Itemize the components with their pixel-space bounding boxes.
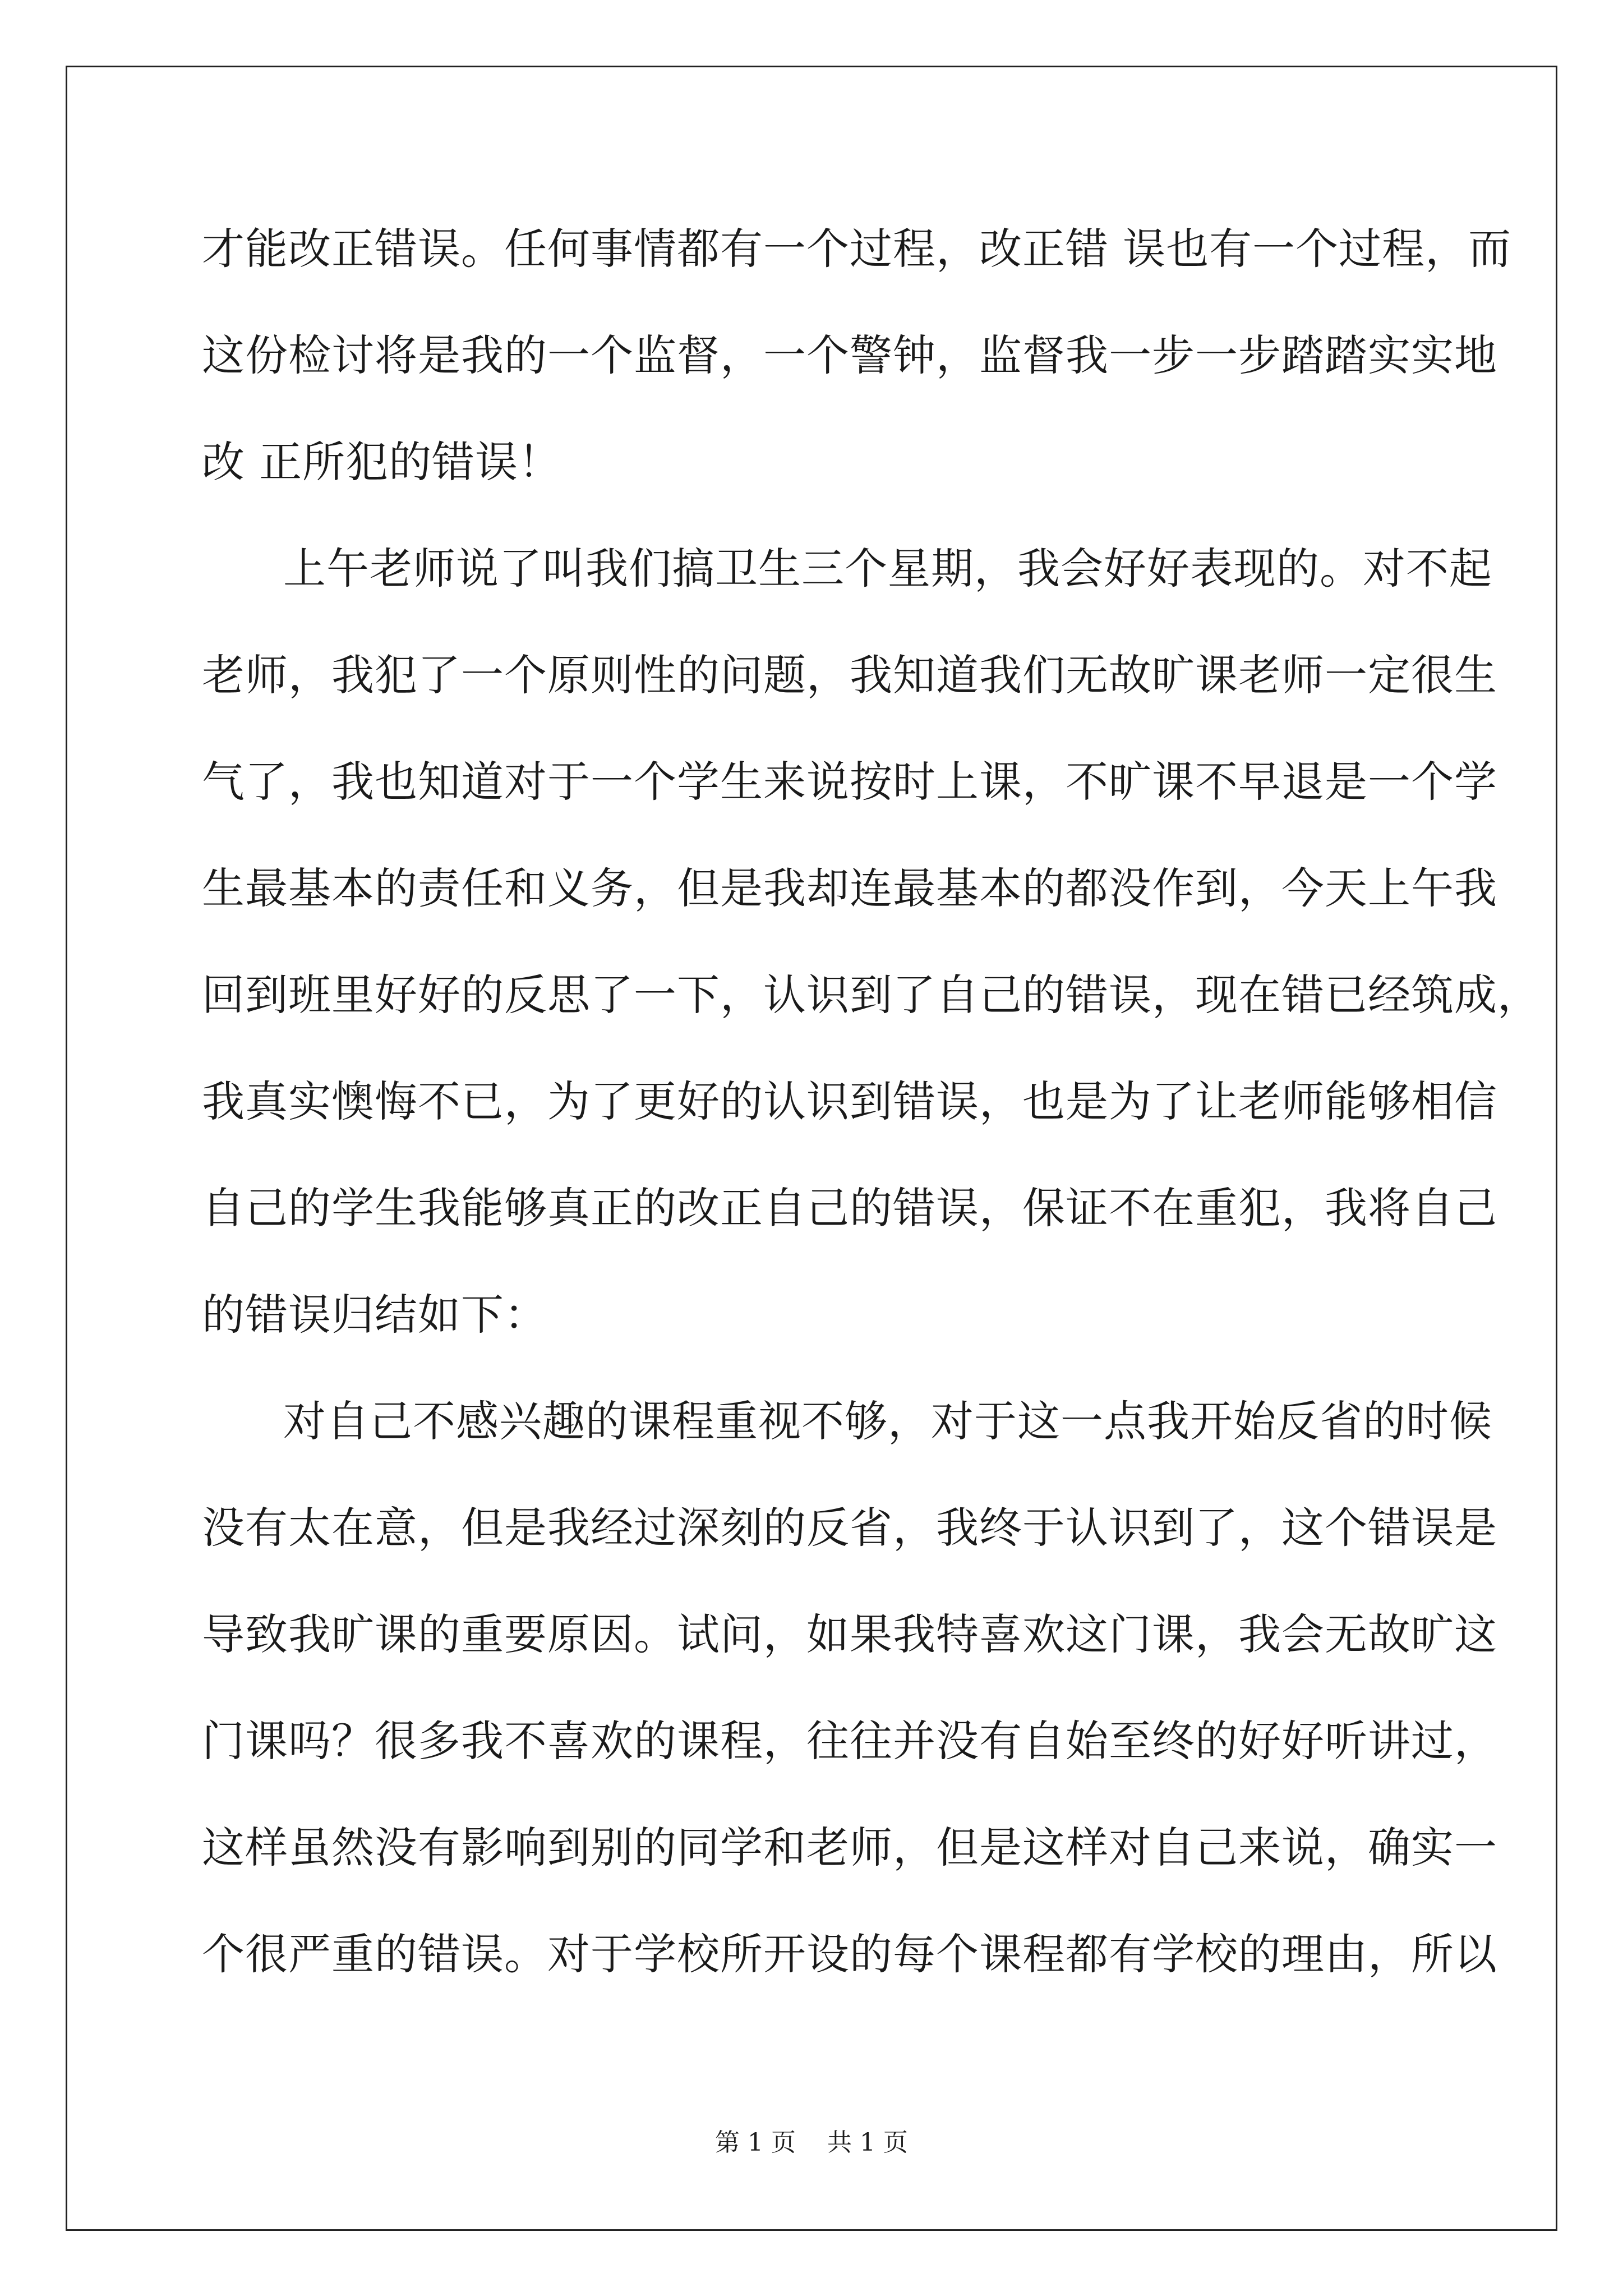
text-line: 改 正所犯的错误！ xyxy=(202,437,562,487)
page-number-footer: 第 1 页 共 1 页 xyxy=(715,2128,908,2157)
paragraph-start-line: 上午老师说了叫我们搞卫生三个星期，我会好好表现的。对不起 xyxy=(283,544,1492,593)
paragraph-start-line: 对自己不感兴趣的课程重视不够，对于这一点我开始反省的时候 xyxy=(283,1396,1492,1446)
text-line: 气了，我也知道对于一个学生来说按时上课，不旷课不早退是一个学 xyxy=(202,757,1497,807)
text-line: 这份检讨将是我的一个监督，一个警钟，监督我一步一步踏踏实实地 xyxy=(202,330,1497,380)
text-line: 自己的学生我能够真正的改正自己的错误，保证不在重犯，我将自己 xyxy=(202,1183,1497,1233)
text-line: 我真实懊悔不已，为了更好的认识到错误，也是为了让老师能够相信 xyxy=(202,1076,1497,1126)
text-line: 导致我旷课的重要原因。试问，如果我特喜欢这门课，我会无故旷这 xyxy=(202,1609,1497,1659)
text-line: 这样虽然没有影响到别的同学和老师，但是这样对自己来说，确实一 xyxy=(202,1823,1497,1872)
text-line: 回到班里好好的反思了一下，认识到了自己的错误，现在错已经筑成， xyxy=(202,970,1541,1020)
text-line: 才能改正错误。任何事情都有一个过程，改正错 误也有一个过程，而 xyxy=(202,224,1512,274)
text-line: 个很严重的错误。对于学校所开设的每个课程都有学校的理由，所以 xyxy=(202,1929,1497,1979)
text-line: 没有太在意，但是我经过深刻的反省，我终于认识到了，这个错误是 xyxy=(202,1503,1497,1553)
document-body xyxy=(202,215,1541,2027)
text-line: 的错误归结如下： xyxy=(202,1290,547,1340)
text-line: 生最基本的责任和义务，但是我却连最基本的都没作到，今天上午我 xyxy=(202,863,1497,913)
text-line: 老师，我犯了一个原则性的问题，我知道我们无故旷课老师一定很生 xyxy=(202,650,1497,700)
text-line: 门课吗？很多我不喜欢的课程，往往并没有自始至终的好好听讲过， xyxy=(202,1716,1497,1766)
